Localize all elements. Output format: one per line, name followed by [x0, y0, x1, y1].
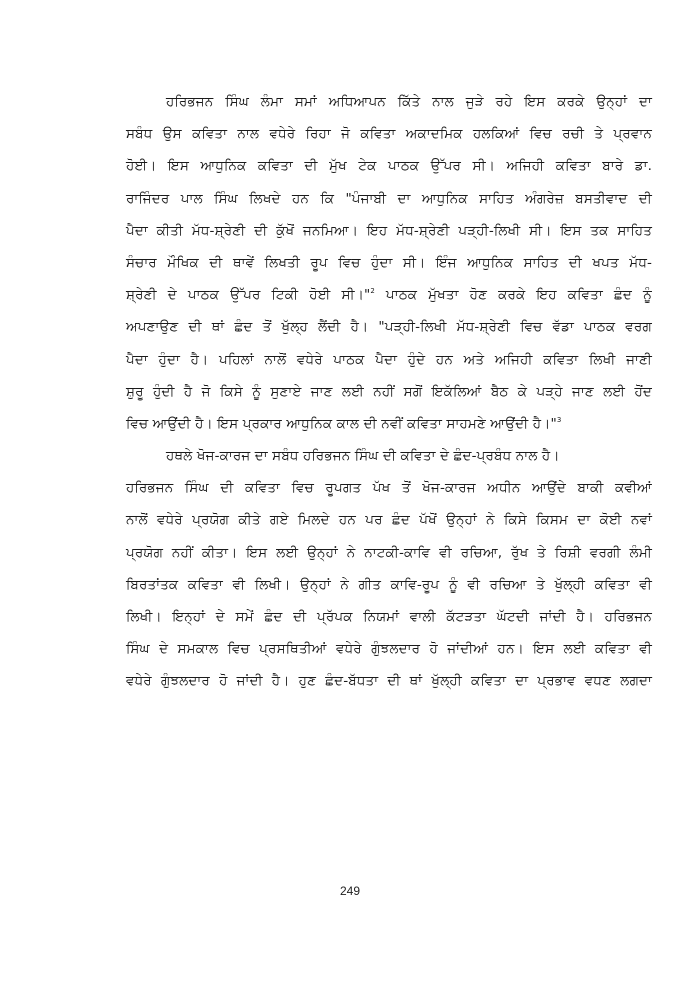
- paragraph-1: [126, 86, 652, 440]
- text-line: ਵਧੇਰੇ ਗੁੰਝਲਦਾਰ ਹੋ ਜਾਂਦੀ ਹੈ। ਹੁਣ ਛੰਦ-ਬੱਧਤਾ ਦੀ ਥਾਂ ਖੁੱਲ੍ਹੀ ਕਵਿਤਾ ਦਾ ਪ੍ਰਭਾਵ ਵਧਣ ਲਗਦਾ: [126, 673, 652, 690]
- body-text: [126, 86, 652, 698]
- page-number: 249: [339, 884, 361, 898]
- text-line: ਪੈਦਾ ਹੁੰਦਾ ਹੈ। ਪਹਿਲਾਂ ਨਾਲੋਂ ਵਧੇਰੇ ਪਾਠਕ ਪੈਦਾ ਹੁੰਦੇ ਹਨ ਅਤੇ ਅਜਿਹੀ ਕਵਿਤਾ ਲਿਖੀ ਜਾਣੀ: [126, 351, 652, 368]
- footnote-ref[interactable]: 3: [556, 415, 562, 424]
- text-line: ਪ੍ਰਯੋਗ ਨਹੀਂ ਕੀਤਾ। ਇਸ ਲਈ ਉਨ੍ਹਾਂ ਨੇ ਨਾਟਕੀ-ਕਾਵਿ ਵੀ ਰਚਿਆ, ਰੁੱਖ ਤੇ ਰਿਸ਼ੀ ਵਰਗੀ ਲੰਮੀ: [126, 544, 652, 561]
- text-line: ਹੋਈ। ਇਸ ਆਧੁਨਿਕ ਕਵਿਤਾ ਦੀ ਮੁੱਖ ਟੇਕ ਪਾਠਕ ਉੱਪਰ ਸੀ। ਅਜਿਹੀ ਕਵਿਤਾ ਬਾਰੇ ਡਾ.: [126, 158, 652, 175]
- text-line: ਲਿਖੀ। ਇਨ੍ਹਾਂ ਦੇ ਸਮੇਂ ਛੰਦ ਦੀ ਪ੍ਰੱਪਕ ਨਿਯਮਾਂ ਵਾਲੀ ਕੱਟੜਤਾ ਘੱਟਦੀ ਜਾਂਦੀ ਹੈ। ਹਰਿਭਜਨ: [126, 609, 652, 625]
- text-line: ਅਪਣਾਉਣ ਦੀ ਥਾਂ ਛੰਦ ਤੋਂ ਖੁੱਲ੍ਹ ਲੈਂਦੀ ਹੈ। "ਪੜ੍ਹੀ-ਲਿਖੀ ਮੱਧ-ਸ਼੍ਰੇਣੀ ਵਿਚ ਵੱਡਾ ਪਾਠਕ ਵਰਗ: [126, 319, 652, 336]
- paragraph-2: [126, 440, 652, 698]
- text-line: ਸ਼ੁਰੂ ਹੁੰਦੀ ਹੈ ਜੋ ਕਿਸੇ ਨੂੰ ਸੁਣਾਏ ਜਾਣ ਲਈ ਨਹੀਂ ਸਗੋਂ ਇਕੱਲਿਆਂ ਬੈਠ ਕੇ ਪੜ੍ਹੇ ਜਾਣ ਲਈ ਹੋਂਦ: [126, 383, 652, 400]
- text-line: ਬਿਰਤਾਂਤਕ ਕਵਿਤਾ ਵੀ ਲਿਖੀ। ਉਨ੍ਹਾਂ ਨੇ ਗੀਤ ਕਾਵਿ-ਰੂਪ ਨੂੰ ਵੀ ਰਚਿਆ ਤੇ ਖੁੱਲ੍ਹੀ ਕਵਿਤਾ ਵੀ: [126, 576, 652, 593]
- text-continuation: ਪਾਠਕ ਮੁੱਖਤਾ ਹੋਣ ਕਰਕੇ ਇਹ ਕਵਿਤਾ ਛੰਦ ਨੂੰ: [374, 287, 652, 304]
- text-line: ਸਿੰਘ ਦੇ ਸਮਕਾਲ ਵਿਚ ਪ੍ਰਸਥਿਤੀਆਂ ਵਧੇਰੇ ਗੁੰਝਲਦਾਰ ਹੋ ਜਾਂਦੀਆਂ ਹਨ। ਇਸ ਲਈ ਕਵਿਤਾ ਵੀ: [126, 641, 652, 658]
- quote-end-text: ਸ਼੍ਰੇਣੀ ਦੇ ਪਾਠਕ ਉੱਪਰ ਟਿਕੀ ਹੋਈ ਸੀ।": [126, 287, 371, 304]
- quote-end-text: ਵਿਚ ਆਉਂਦੀ ਹੈ। ਇਸ ਪ੍ਰਕਾਰ ਆਧੁਨਿਕ ਕਾਲ ਦੀ ਨਵੀਂ ਕਵਿਤਾ ਸਾਹਮਣੇ ਆਉਂਦੀ ਹੈ।": [126, 415, 557, 432]
- text-line: ਪੈਦਾ ਕੀਤੀ ਮੱਧ-ਸ਼੍ਰੇਣੀ ਦੀ ਕੁੱਖੋਂ ਜਨਮਿਆ। ਇਹ ਮੱਧ-ਸ਼੍ਰੇਣੀ ਪੜ੍ਹੀ-ਲਿਖੀ ਸੀ। ਇਸ ਤਕ ਸਾਹਿਤ: [126, 222, 652, 239]
- text-line: ਸੰਚਾਰ ਮੌਖਿਕ ਦੀ ਥਾਵੇਂ ਲਿਖਤੀ ਰੂਪ ਵਿਚ ਹੁੰਦਾ ਸੀ। ਇੰਜ ਆਧੁਨਿਕ ਸਾਹਿਤ ਦੀ ਖਪਤ ਮੱਧ-: [126, 254, 652, 271]
- text-line: ਸਬੰਧ ਉਸ ਕਵਿਤਾ ਨਾਲ ਵਧੇਰੇ ਰਿਹਾ ਜੋ ਕਵਿਤਾ ਅਕਾਦਮਿਕ ਹਲਕਿਆਂ ਵਿਚ ਰਚੀ ਤੇ ਪ੍ਰਵਾਨ: [126, 126, 652, 143]
- text-line: ਰਾਜਿੰਦਰ ਪਾਲ ਸਿੰਘ ਲਿਖਦੇ ਹਨ ਕਿ "ਪੰਜਾਬੀ ਦਾ ਆਧੁਨਿਕ ਸਾਹਿਤ ਅੰਗਰੇਜ਼ ਬਸਤੀਵਾਦ ਦੀ: [126, 190, 652, 207]
- text-line: ਹਰਿਭਜਨ ਸਿੰਘ ਲੰਮਾ ਸਮਾਂ ਅਧਿਆਪਨ ਕਿੱਤੇ ਨਾਲ ਜੁੜੇ ਰਹੇ ਇਸ ਕਰਕੇ ਉਨ੍ਹਾਂ ਦਾ: [166, 94, 652, 110]
- text-line: ਹਥਲੇ ਖੋਜ-ਕਾਰਜ ਦਾ ਸਬੰਧ ਹਰਿਭਜਨ ਸਿੰਘ ਦੀ ਕਵਿਤਾ ਦੇ ਛੰਦ-ਪ੍ਰਬੰਧ ਨਾਲ ਹੈ।: [166, 448, 560, 465]
- footnote-ref[interactable]: 2: [370, 287, 375, 296]
- text-line: ਹਰਿਭਜਨ ਸਿੰਘ ਦੀ ਕਵਿਤਾ ਵਿਚ ਰੂਪਗਤ ਪੱਖ ਤੋਂ ਖੋਜ-ਕਾਰਜ ਅਧੀਨ ਆਉਂਦੇ ਬਾਕੀ ਕਵੀਆਂ: [126, 480, 652, 497]
- text-line: ਨਾਲੋਂ ਵਧੇਰੇ ਪ੍ਰਯੋਗ ਕੀਤੇ ਗਏ ਮਿਲਦੇ ਹਨ ਪਰ ਛੰਦ ਪੱਖੋਂ ਉਨ੍ਹਾਂ ਨੇ ਕਿਸੇ ਕਿਸਮ ਦਾ ਕੋਈ ਨਵਾਂ: [126, 512, 652, 529]
- text-line: [126, 279, 652, 311]
- text-line: [126, 408, 652, 440]
